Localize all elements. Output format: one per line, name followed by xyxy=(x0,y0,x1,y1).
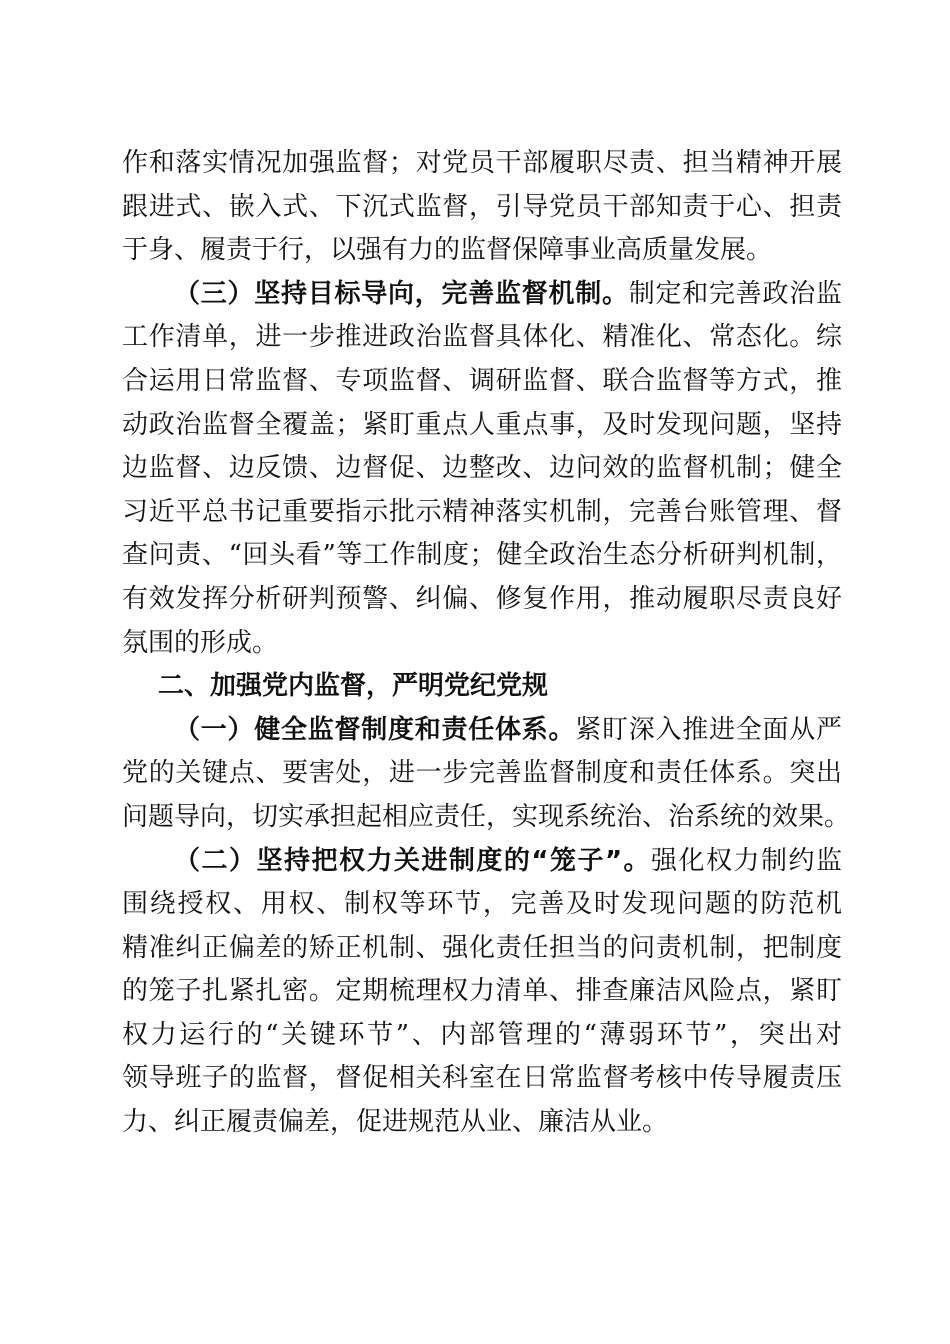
paragraph-3-text: 紧盯深入推进全面从严 xyxy=(575,714,842,745)
paragraph-3-line: 党的关键点、要害处，进一步完善监督制度和责任体系。突出 xyxy=(122,758,842,789)
section-heading: 二、加强党内监督，严明党纪党规 xyxy=(158,671,549,702)
paragraph-2-line: 边监督、边反馈、边督促、边整改、边问效的监督机制；健全 xyxy=(122,453,842,484)
paragraph-2-line: 习近平总书记重要指示批示精神落实机制，完善台账管理、督 xyxy=(122,496,842,527)
paragraph-2-line: 动政治监督全覆盖；紧盯重点人重点事，及时发现问题，坚持 xyxy=(122,409,842,440)
paragraph-1-line: 跟进式、嵌入式、下沉式监督，引导党员干部知责于心、担责 xyxy=(122,191,842,222)
paragraph-4-line: 的笼子扎紧扎密。定期梳理权力清单、排查廉洁风险点，紧盯 xyxy=(122,976,842,1007)
paragraph-3-lead: （一）健全监督制度和责任体系。 xyxy=(174,714,576,745)
paragraph-2-first-line xyxy=(122,273,842,317)
paragraph-4-line: 围绕授权、用权、制权等环节，完善及时发现问题的防范机 xyxy=(122,889,842,920)
paragraph-4-line: 力、纠正履责偏差，促进规范从业、廉洁从业。 xyxy=(122,1107,669,1138)
paragraph-2-text: 制定和完善政治监 xyxy=(628,278,842,309)
paragraph-2-line: 查问责、“回头看”等工作制度；健全政治生态分析研判机制， xyxy=(122,540,842,571)
paragraph-4-line: 权力运行的“关键环节”、内部管理的“薄弱环节”，突出对 xyxy=(122,1019,842,1050)
paragraph-2-line: 有效发挥分析研判预警、纠偏、修复作用，推动履职尽责良好 xyxy=(122,583,842,614)
paragraph-4-line: 精准纠正偏差的矫正机制、强化责任担当的问责机制，把制度 xyxy=(122,932,842,963)
paragraph-3-line: 问题导向，切实承担起相应责任，实现系统治、治系统的效果。 xyxy=(122,801,851,832)
paragraph-2-line: 工作清单，进一步推进政治监督具体化、精准化、常态化。综 xyxy=(122,322,842,353)
paragraph-2-line: 合运用日常监督、专项监督、调研监督、联合监督等方式，推 xyxy=(122,365,842,396)
document-body xyxy=(122,142,851,1145)
paragraph-1-line: 于身、履责于行，以强有力的监督保障事业高质量发展。 xyxy=(122,235,773,266)
paragraph-4-first-line xyxy=(122,840,842,884)
paragraph-2-lead: （三）坚持目标导向，完善监督机制。 xyxy=(174,278,629,309)
paragraph-2-line: 氛围的形成。 xyxy=(122,627,279,658)
paragraph-1-line: 作和落实情况加强监督；对党员干部履职尽责、担当精神开展 xyxy=(122,148,842,178)
paragraph-3-first-line xyxy=(122,709,842,753)
paragraph-4-lead: （二）坚持把权力关进制度的“笼子”。 xyxy=(174,845,652,876)
paragraph-4-line: 领导班子的监督，督促相关科室在日常监督考核中传导履责压 xyxy=(122,1063,842,1094)
paragraph-4-text: 强化权力制约监 xyxy=(651,845,842,876)
